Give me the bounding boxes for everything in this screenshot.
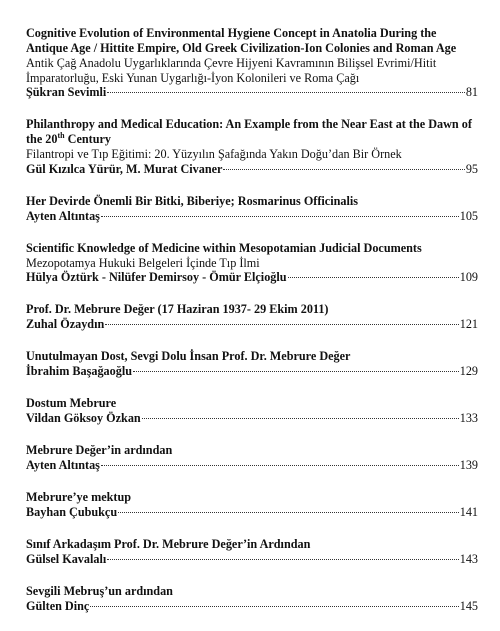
dot-leader: [142, 418, 459, 419]
entry-title: Mebrure’ye mektup: [26, 490, 132, 504]
toc-entry: [26, 26, 478, 100]
entry-page-number: 81: [465, 85, 478, 99]
dot-leader: [288, 277, 459, 278]
entry-author: Zuhal Özaydın: [26, 317, 105, 331]
entry-subtitle: Mezopotamya Hukuki Belgeleri İçinde Tıp İlmi: [26, 255, 260, 270]
author-line: [26, 162, 478, 177]
entry-title-superscript: th: [57, 130, 65, 140]
entry-author: Bayhan Çubukçu: [26, 505, 118, 519]
entry-author: Hülya Öztürk - Nilüfer Demirsoy - Ömür Elçioğlu: [26, 270, 287, 284]
entry-author: Gül Kızılca Yürür, M. Murat Civaner: [26, 161, 223, 176]
entry-page-number: 143: [459, 552, 478, 566]
entry-title-main: Philanthropy and Medical Education: An Example from the Near East at the Dawn of the 20: [26, 117, 472, 146]
entry-title: Cognitive Evolution of Environmental Hygiene Concept in Anatolia During the Antique Age / Hittite Empire, Old Greek Civilization-Ion Colonies and Roman Age: [26, 26, 457, 55]
author-line: [26, 411, 478, 426]
entry-title: Mebrure Değer’in ardından: [26, 443, 173, 457]
dot-leader: [118, 512, 459, 513]
toc-entry: [26, 117, 478, 177]
dot-leader: [107, 92, 465, 93]
author-line: [26, 209, 478, 224]
entry-title: Sevgili Mebruş’un ardından: [26, 584, 173, 598]
dot-leader: [90, 606, 458, 607]
entry-page-number: 141: [459, 505, 478, 519]
entry-title: Prof. Dr. Mebrure Değer (17 Haziran 1937- 29 Ekim 2011): [26, 302, 329, 316]
entry-author: Vildan Göksoy Özkan: [26, 411, 141, 425]
entry-author: Gülten Dinç: [26, 599, 90, 613]
dot-leader: [105, 324, 458, 325]
entry-author: İbrahim Başağaoğlu: [26, 364, 132, 378]
entry-title: Sınıf Arkadaşım Prof. Dr. Mebrure Değer’in Ardından: [26, 537, 311, 551]
toc-entry: [26, 349, 478, 379]
entry-page-number: 95: [465, 161, 478, 176]
dot-leader: [133, 371, 459, 372]
entry-page-number: 133: [459, 411, 478, 425]
toc-entry: [26, 396, 478, 426]
toc-entry: [26, 241, 478, 286]
author-line: [26, 552, 478, 567]
entry-page-number: 109: [459, 270, 478, 284]
entry-author: Gülsel Kavalalı: [26, 552, 107, 566]
entry-title: [26, 117, 478, 147]
dot-leader: [101, 216, 459, 217]
entry-page-number: 121: [459, 317, 478, 331]
author-line: [26, 317, 478, 332]
entry-page-number: 139: [459, 458, 478, 472]
author-line: [26, 85, 478, 100]
entry-page-number: 105: [459, 208, 478, 223]
table-of-contents: [26, 26, 478, 631]
author-line: [26, 505, 478, 520]
author-line: [26, 364, 478, 379]
dot-leader: [223, 169, 464, 170]
entry-title: Unutulmayan Dost, Sevgi Dolu İnsan Prof. Dr. Mebrure Değer: [26, 349, 351, 363]
entry-subtitle: Antik Çağ Anadolu Uygarlıklarında Çevre Hijyeni Kavramının Bilişsel Evrimi/Hitit İmparatorluğu, Eski Yunan Uygarlığı-İyon Kolonileri ve Roma Çağı: [26, 56, 437, 85]
author-line: [26, 458, 478, 473]
entry-author: Ayten Altıntaş: [26, 208, 100, 223]
toc-entry: [26, 537, 478, 567]
entry-subtitle: Filantropi ve Tıp Eğitimi: 20. Yüzyılın Şafağında Yakın Doğu’dan Bir Örnek: [26, 147, 402, 161]
entry-title: Scientific Knowledge of Medicine within Mesopotamian Judicial Documents: [26, 240, 422, 255]
entry-title: Her Devirde Önemli Bir Bitki, Biberiye; Rosmarinus Officinalis: [26, 193, 358, 208]
author-line: [26, 599, 478, 614]
entry-title-tail: Century: [64, 132, 111, 146]
toc-entry: [26, 490, 478, 520]
toc-entry: [26, 443, 478, 473]
entry-author: Ayten Altıntaş: [26, 458, 100, 472]
dot-leader: [107, 559, 458, 560]
entry-page-number: 145: [459, 599, 478, 613]
toc-entry: [26, 194, 478, 224]
entry-author: Şükran Sevimli: [26, 85, 107, 99]
author-line: [26, 270, 478, 285]
toc-entry: [26, 584, 478, 614]
toc-entry: [26, 302, 478, 332]
dot-leader: [101, 465, 459, 466]
entry-title: Dostum Mebrure: [26, 396, 117, 410]
entry-page-number: 129: [459, 364, 478, 378]
